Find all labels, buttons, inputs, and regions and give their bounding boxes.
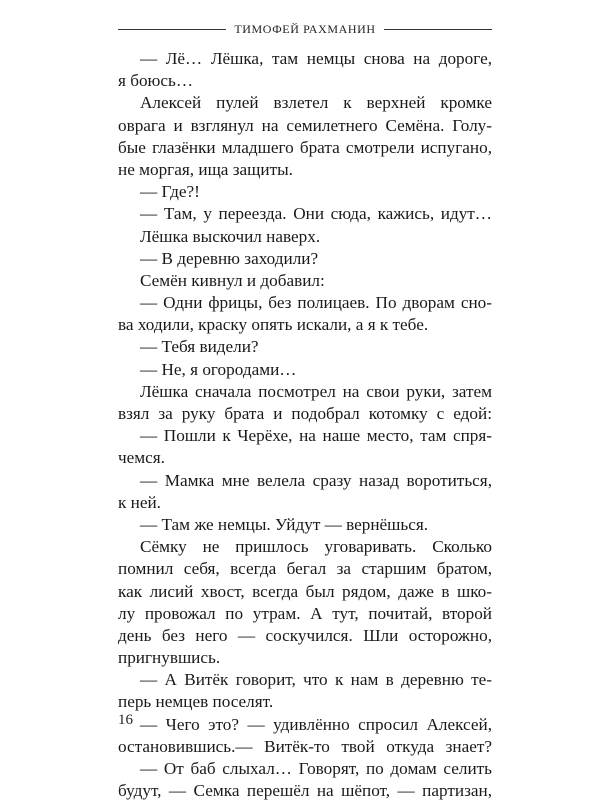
body-text — [118, 48, 492, 802]
text-line: день без него — соскучился. Шли осторожно, — [118, 625, 492, 645]
text-line: Семён кивнул и добавил: — [140, 270, 325, 290]
text-line: оврага и взглянул на семилетнего Семёна. Голу- — [118, 115, 492, 135]
running-head — [118, 19, 492, 39]
text-line: лу провожал по утрам. А тут, почитай, второй — [118, 603, 492, 623]
text-line: чемся. — [118, 448, 165, 468]
text-line: взял за руку брата и подобрал котомку с едой: — [118, 404, 492, 423]
text-line: — Там, у переезда. Они сюда, кажись, идут… — [140, 204, 492, 224]
text-line: помнил себя, всегда бегал за старшим братом, — [118, 559, 492, 579]
text-line: Сёмку не пришлось уговаривать. Сколько — [140, 537, 492, 557]
text-line: как лисий хвост, всегда был рядом, даже в шко- — [118, 581, 492, 601]
text-line: — Пошли к Черёхе, на наше место, там спря- — [140, 426, 492, 446]
text-line: — Не, я огородами… — [140, 359, 297, 379]
text-line: будут, — Семка перешёл на шёпот, — партизан, — [118, 781, 492, 801]
text-line: пригнувшись. — [118, 648, 221, 668]
text-line: бые глазёнки младшего брата смотрели испугано, — [118, 137, 492, 157]
text-line: — От баб слыхал… Говорят, по домам селить — [140, 759, 492, 778]
text-line: перь немцев поселят. — [118, 692, 274, 712]
text-line: — В деревню заходили? — [140, 248, 319, 268]
text-line: — Где?! — [140, 182, 200, 202]
header-rule-right — [384, 29, 492, 30]
header-rule-left — [118, 29, 226, 30]
running-title: ТИМОФЕЙ РАХМАНИН — [234, 21, 376, 36]
text-line: Алексей пулей взлетел к верхней кромке — [140, 93, 492, 113]
text-line: — А Витёк говорит, что к нам в деревню те- — [140, 670, 492, 690]
text-line: — Тебя видели? — [140, 337, 259, 357]
text-line: — Там же немцы. Уйдут — вернёшься. — [140, 514, 429, 534]
text-line: к ней. — [118, 492, 161, 512]
text-line: Лёшка выскочил наверх. — [140, 226, 321, 246]
text-line: — Мамка мне велела сразу назад воротиться, — [140, 470, 492, 490]
text-line: не моргая, ища защиты. — [118, 159, 293, 179]
text-line: я боюсь… — [118, 71, 194, 91]
text-line: остановившись.— Витёк-то твой откуда знает? — [118, 736, 492, 756]
text-line: — Лё… Лёшка, там немцы снова на дороге, — [140, 49, 492, 68]
text-line: — Чего это? — удивлённо спросил Алексей, — [140, 714, 492, 734]
text-line: ва ходили, краску опять искали, а я к тебе. — [118, 315, 429, 335]
page-number: 16 — [118, 712, 133, 728]
text-line: — Одни фрицы, без полицаев. По дворам сно- — [140, 293, 492, 313]
text-line: Лёшка сначала посмотрел на свои руки, затем — [140, 381, 492, 401]
